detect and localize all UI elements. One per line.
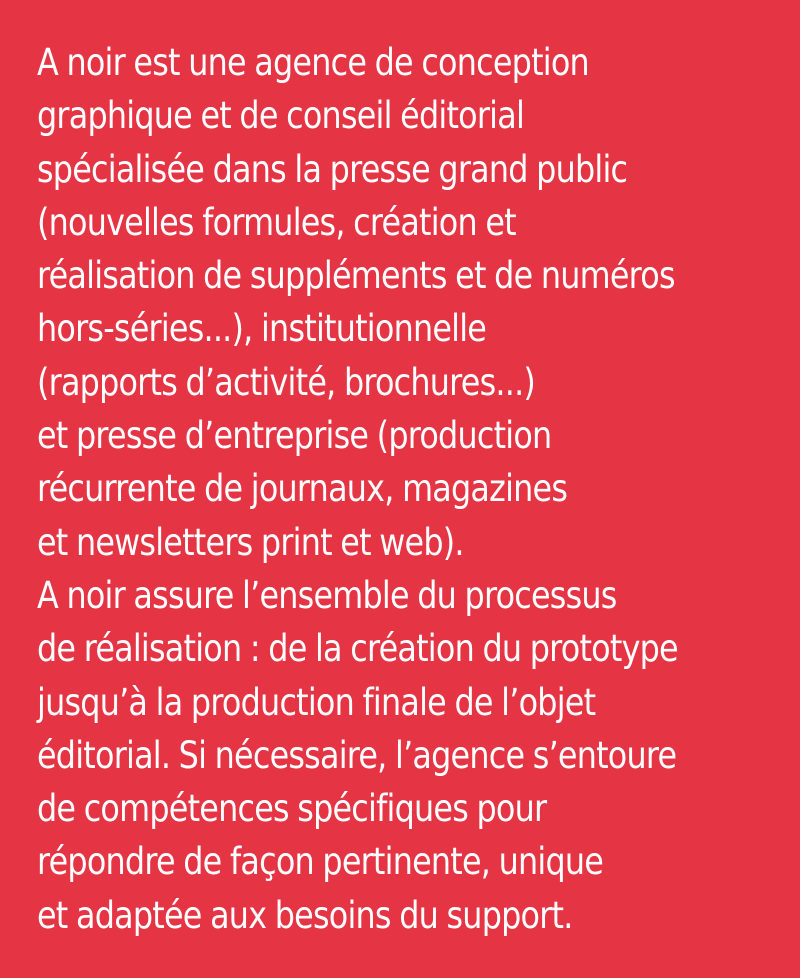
text-line: jusqu’à la production finale de l’objet bbox=[37, 680, 596, 724]
agency-description bbox=[37, 36, 678, 942]
text-line: et presse d’entreprise (production bbox=[37, 414, 552, 458]
text-line: réalisation de suppléments et de numéros bbox=[37, 254, 675, 298]
text-line: A noir assure l’ensemble du processus bbox=[37, 573, 617, 617]
text-line: A noir est une agence de conception bbox=[37, 41, 589, 84]
text-line: spécialisée dans la presse grand public bbox=[37, 147, 628, 191]
text-line: de réalisation : de la création du prototype bbox=[37, 627, 678, 671]
text-line: graphique et de conseil éditorial bbox=[37, 94, 525, 138]
text-line: et adaptée aux besoins du support. bbox=[37, 893, 573, 937]
text-line: hors-séries...), institutionnelle bbox=[37, 307, 487, 351]
text-line: de compétences spécifiques pour bbox=[37, 787, 547, 831]
text-line: éditorial. Si nécessaire, l’agence s’entoure bbox=[37, 733, 677, 777]
text-line: répondre de façon pertinente, unique bbox=[37, 840, 604, 884]
text-line: (nouvelles formules, création et bbox=[37, 200, 516, 244]
text-line: (rapports d’activité, brochures...) bbox=[37, 360, 536, 404]
text-line: récurrente de journaux, magazines bbox=[37, 467, 568, 511]
text-line: et newsletters print et web). bbox=[37, 520, 464, 564]
